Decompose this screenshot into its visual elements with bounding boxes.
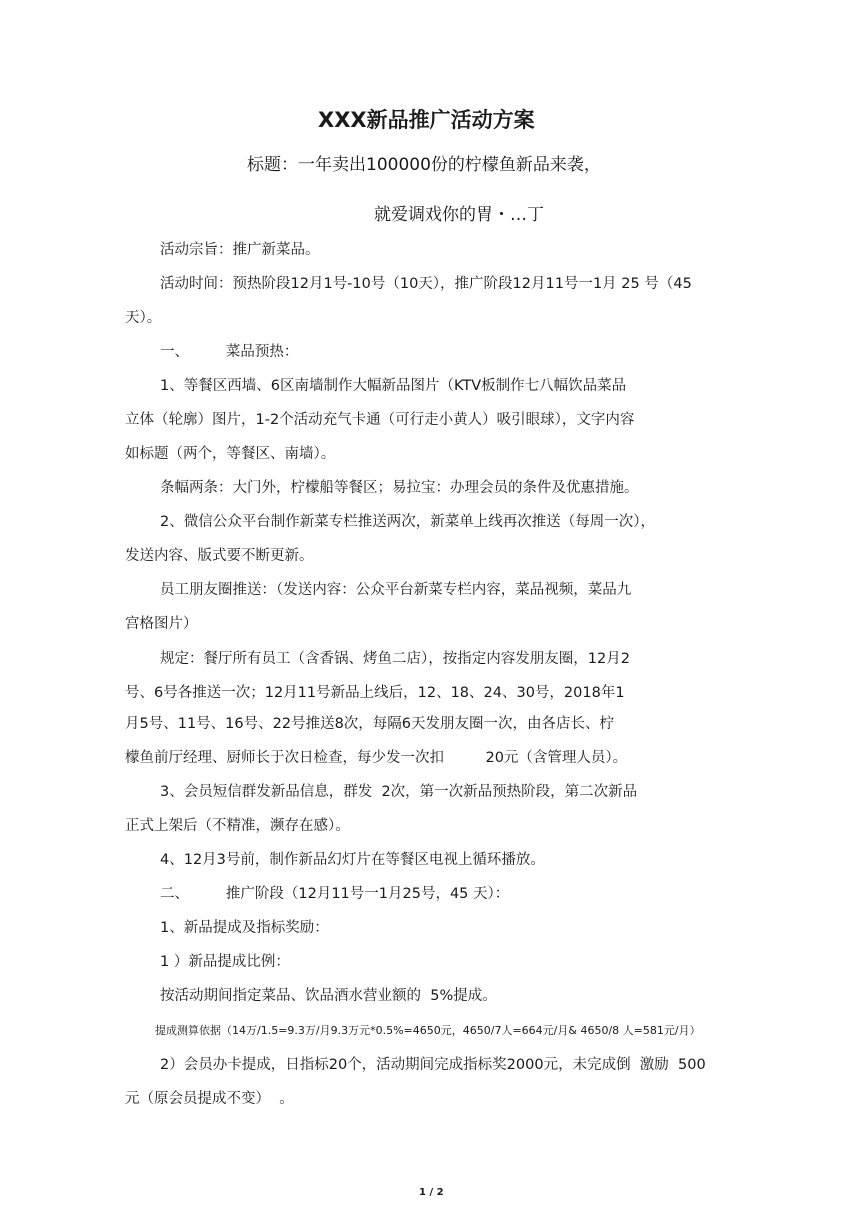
paragraph-line: 3、会员短信群发新品信息，群发 2次，第一次新品预热阶段，第二次新品 [160, 784, 638, 800]
paragraph-line: 月5号、11号、16号、22号推送8次，每隔6天发朋友圈一次，由各店长、柠 [125, 716, 615, 732]
section-heading-1: 一、 菜品预热： [160, 344, 299, 360]
page-indicator: 1 / 2 [419, 1187, 444, 1198]
paragraph-line: 如标题（两个，等餐区、南墙）。 [125, 446, 336, 462]
paragraph-line: 1、等餐区西墙、6区南墙制作大幅新品图片（KTV板制作七八幅饮品菜品 [160, 378, 627, 394]
paragraph-line: 号、6号各推送一次；12月11号新品上线后，12、18、24、30号，2018年1 [125, 685, 625, 701]
paragraph-line: 4、12月3号前，制作新品幻灯片在等餐区电视上循环播放。 [160, 852, 545, 868]
subtitle-line-1: 标题：一年卖出100000份的柠檬鱼新品来袭， [247, 155, 601, 175]
paragraph-line: 檬鱼前厅经理、厨师长于次日检查，每少发一次扣 20元（含管理人员）。 [125, 750, 628, 766]
paragraph-line: 2）会员办卡提成，日指标20个，活动期间完成指标奖2000元，未完成倒 激励 500 [160, 1057, 706, 1073]
paragraph-line: 员工朋友圈推送：（发送内容：公众平台新菜专栏内容，菜品视频，菜品九 [160, 582, 632, 598]
paragraph-line: 1、新品提成及指标奖励： [160, 920, 329, 936]
calculation-note: 提成测算依据（14万/1.5=9.3万/月9.3万元*0.5%=4650元，4650/7人=664元/月& 4650/8 人=581元/月） [155, 1024, 701, 1037]
paragraph-line: 2、微信公众平台制作新菜专栏推送两次，新菜单上线再次推送（每周一次）， [160, 514, 655, 530]
paragraph-line: 宫格图片） [125, 616, 198, 632]
paragraph-line: 元（原会员提成不变） 。 [125, 1091, 294, 1107]
page-title: XXX新品推广活动方案 [318, 108, 535, 132]
paragraph-line: 1 ）新品提成比例： [160, 954, 290, 970]
subtitle-line-2: 就爱调戏你的胃・…丁 [374, 205, 544, 225]
paragraph-line: 发送内容、版式要不断更新。 [125, 548, 314, 564]
paragraph-line: 规定：餐厅所有员工（含香锅、烤鱼二店），按指定内容发朋友圈，12月2 [160, 651, 630, 667]
time-line-cont: 天）。 [125, 310, 162, 326]
paragraph-line: 按活动期间指定菜品、饮品酒水营业额的 5%提成。 [160, 988, 497, 1004]
paragraph-line: 条幅两条：大门外，柠檬船等餐区；易拉宝：办理会员的条件及优惠措施。 [160, 480, 639, 496]
paragraph-line: 立体（轮廓）图片，1-2个活动充气卡通（可行走小黄人）吸引眼球），文字内容 [125, 412, 635, 428]
section-heading-2: 二、 推广阶段（12月11号一1月25号，45 天）： [160, 886, 510, 902]
time-line: 活动时间：预热阶段12月1号-10号（10天），推广阶段12月11号一1月 25 号（45 [160, 276, 692, 292]
paragraph-line: 正式上架后（不精准，濒存在感）。 [125, 818, 350, 834]
purpose-line: 活动宗旨：推广新菜品。 [160, 242, 320, 258]
